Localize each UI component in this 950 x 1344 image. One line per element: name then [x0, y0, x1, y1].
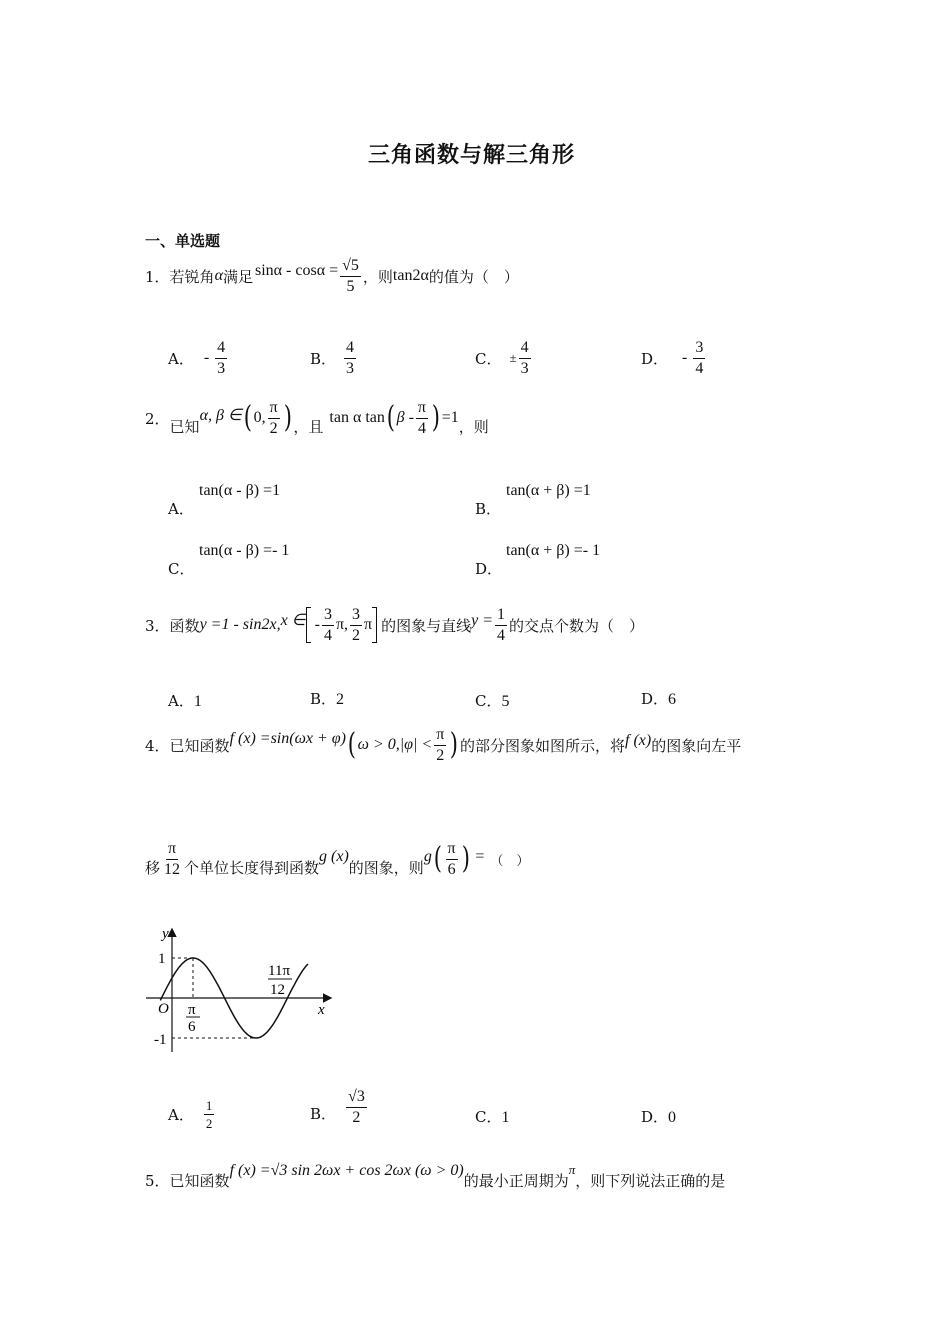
option-d[interactable]: D．6	[641, 690, 677, 708]
y-max-label: 1	[158, 951, 166, 967]
option-d[interactable]: D． - $\frac{3}{4}$	[641, 338, 704, 377]
option-a[interactable]: A．1	[168, 692, 202, 710]
option-b[interactable]: B．2	[310, 690, 345, 708]
y-min-label: -1	[154, 1032, 167, 1048]
math-fraction: $\frac{4}{3}$	[217, 338, 226, 377]
math-fraction: $\frac{4}{3}$	[346, 338, 355, 377]
origin-label: O	[158, 1001, 169, 1017]
math-fraction: $\frac{3}{2}$	[352, 605, 361, 644]
mark1-num: π	[188, 1002, 196, 1018]
math-expr: tan2α	[392, 267, 429, 284]
mark2-den: 12	[270, 982, 285, 998]
y-axis-label: y	[162, 926, 169, 942]
question-number: 2．	[145, 409, 170, 428]
mark1-den: 6	[188, 1019, 196, 1035]
math-fraction: $\frac{3}{4}$	[323, 605, 332, 644]
math-fraction: $\frac{\pi}{6}$	[447, 839, 456, 878]
math-expr: sinα - cosα =	[254, 262, 339, 279]
math-fraction: $\frac{3}{4}$	[695, 338, 704, 377]
math-fraction: $\frac{\pi}{12}$	[164, 839, 181, 878]
mark2-num: 11π	[268, 963, 291, 979]
option-a[interactable]: A． $\frac{1}{2}$	[168, 1097, 213, 1131]
section-heading: 一、单选题	[145, 232, 221, 250]
math-fraction: $\frac{1}{4}$	[497, 605, 506, 644]
x-axis-label: x	[318, 1002, 325, 1018]
math-fraction: $\frac{\pi}{2}$	[269, 398, 278, 437]
question-number: 1．	[145, 267, 170, 286]
question-2-stem: 2． 已知 α, β ∈ ( 0, $\frac{\pi}{2}$ ) ，且 tan α tan ( β - $\frac{\pi}{4}$ ) =1 ，则	[145, 398, 489, 437]
question-number: 5．	[145, 1171, 170, 1190]
question-1-stem: 1． 若锐角 α 满足 sinα - cosα = $\frac{√5}{5}$ ，则 tan2α 的值为（ ）	[145, 256, 519, 295]
option-b[interactable]: B． $\frac{4}{3}$	[310, 338, 355, 377]
question-5-stem: 5． 已知函数 f (x) =√3 sin 2ωx + cos 2ωx (ω > 0) 的最小正周期为 π ，则下列说法正确的是	[145, 1162, 726, 1190]
math-fraction: $\frac{√5}{5}$	[342, 256, 359, 295]
question-3-stem: 3． 函数 y =1 - sin2x, x ∈ - $\frac{3}{4}$ π, $\frac{3}{2}$ π 的图象与直线 y = $\frac{1}{4}$ 的交点个数为（ ）	[145, 605, 645, 644]
question-number: 4．	[145, 736, 170, 755]
math-fraction: $\frac{4}{3}$	[520, 338, 529, 377]
option-c[interactable]: C．1	[475, 1108, 510, 1126]
math-fraction: $\frac{1}{2}$	[205, 1097, 213, 1131]
option-c[interactable]: C． ± $\frac{4}{3}$	[475, 338, 529, 377]
math-fraction: $\frac{\pi}{4}$	[417, 398, 426, 437]
option-c[interactable]: C．5	[475, 692, 510, 710]
sine-graph	[140, 920, 340, 1060]
question-4-stem-line2: 移 $\frac{\pi}{12}$ 个单位长度得到函数 g (x) 的图象，则 g ( $\frac{\pi}{6}$ ) = （ ）	[145, 839, 530, 878]
question-number: 3．	[145, 616, 170, 635]
option-b[interactable]: B． $\frac{√3}{2}$	[310, 1087, 365, 1126]
math-fraction: $\frac{\pi}{2}$	[436, 725, 445, 764]
question-4-stem-line1: 4． 已知函数 f (x) =sin(ωx + φ) ( ω > 0,|φ| < $\frac{\pi}{2}$ ) 的部分图象如图所示，将 f (x) 的图象向左平	[145, 725, 742, 764]
page-title: 三角函数与解三角形	[368, 143, 576, 168]
option-d[interactable]: D．0	[641, 1108, 677, 1126]
option-a[interactable]: A． - $\frac{4}{3}$	[168, 338, 226, 377]
math-fraction: $\frac{√3}{2}$	[348, 1087, 365, 1126]
